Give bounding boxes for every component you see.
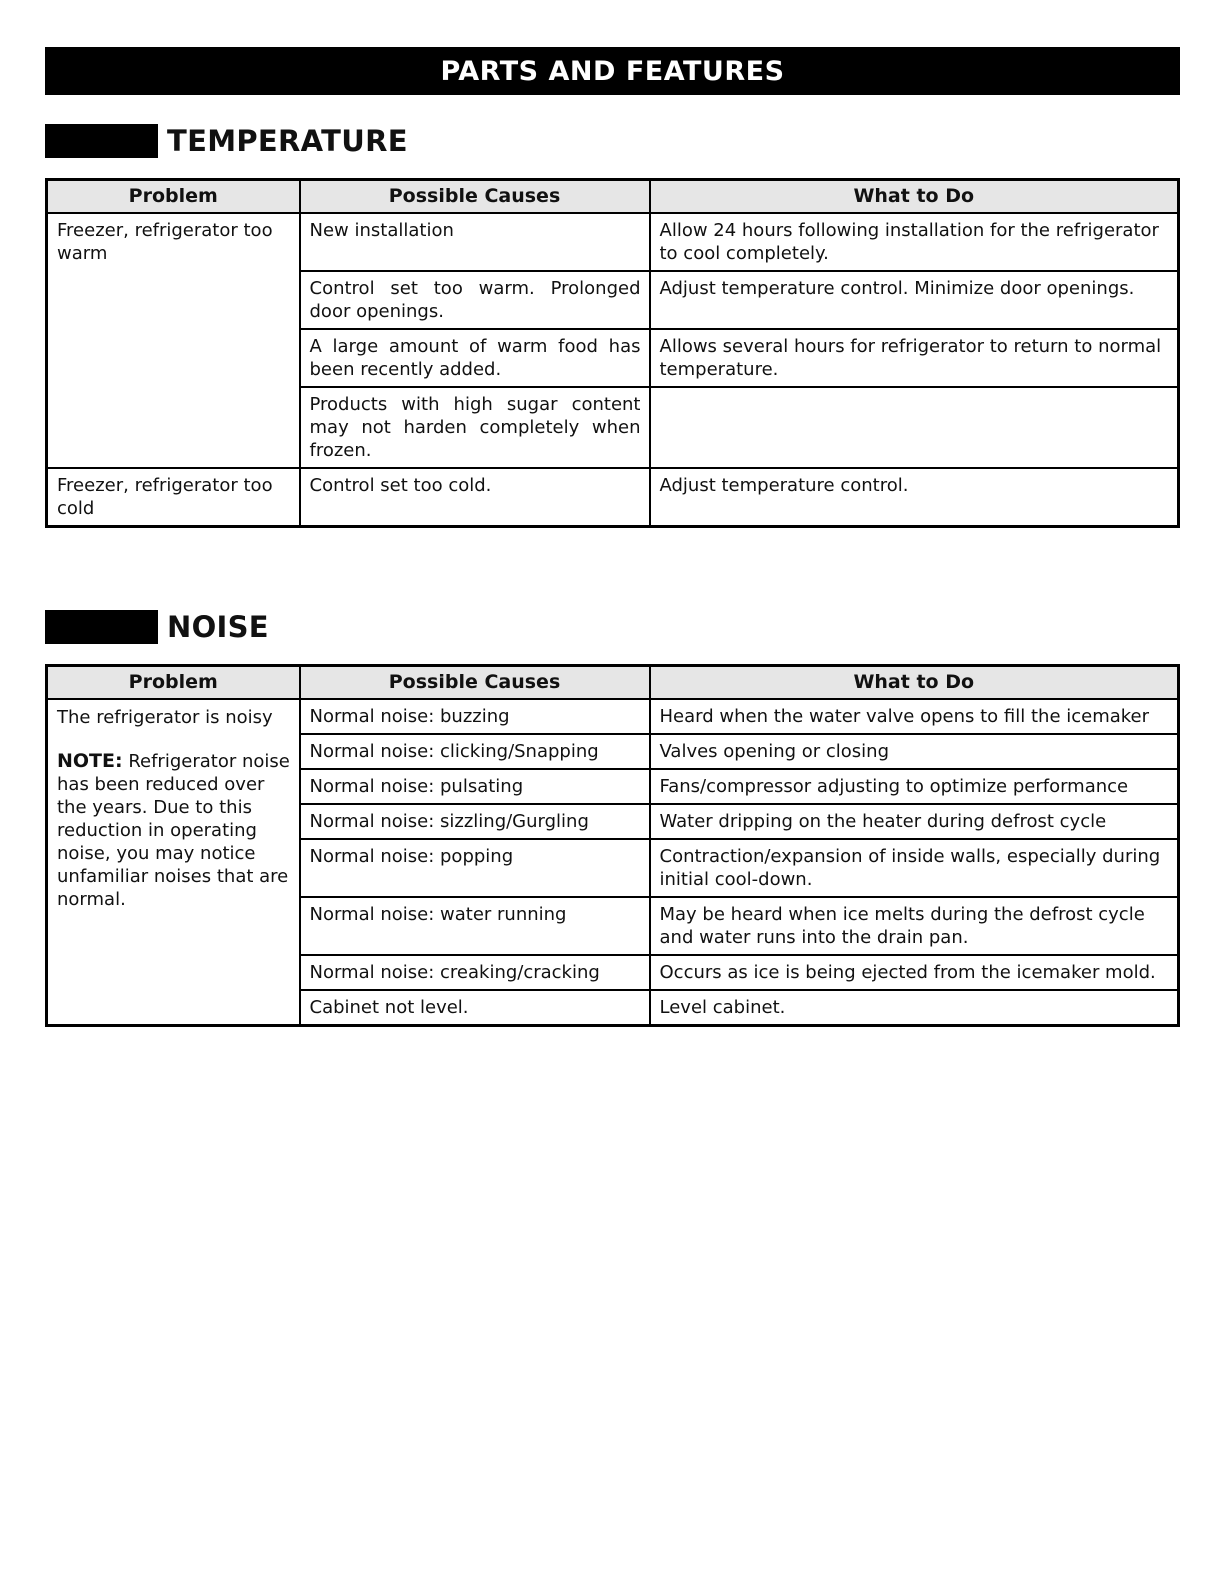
cause-cell: New installation	[300, 213, 650, 271]
cause-cell: Normal noise: popping	[300, 839, 650, 897]
problem-cell: Freezer, refrigerator too cold	[47, 468, 300, 527]
action-cell: Allows several hours for refrigerator to return to normal temperature.	[650, 329, 1179, 387]
table-header-row	[47, 666, 1179, 700]
note-text: Refrigerator noise has been reduced over the years. Due to this reduction in operating noise, you may notice unfamiliar noises that are normal.	[57, 751, 290, 910]
table-row	[47, 699, 1179, 734]
action-cell: Valves opening or closing	[650, 734, 1179, 769]
action-cell: Occurs as ice is being ejected from the icemaker mold.	[650, 955, 1179, 990]
column-header-what-to-do: What to Do	[650, 666, 1179, 700]
column-header-causes: Possible Causes	[300, 666, 650, 700]
action-cell: Heard when the water valve opens to fill the icemaker	[650, 699, 1179, 734]
action-cell: Fans/compressor adjusting to optimize performance	[650, 769, 1179, 804]
problem-cell	[47, 699, 300, 1026]
action-cell: Allow 24 hours following installation for the refrigerator to cool completely.	[650, 213, 1179, 271]
table-row	[47, 213, 1179, 271]
cause-cell: Normal noise: clicking/Snapping	[300, 734, 650, 769]
action-cell: Adjust temperature control.	[650, 468, 1179, 527]
column-header-what-to-do: What to Do	[650, 180, 1179, 214]
note-label: NOTE:	[57, 750, 123, 772]
temperature-table	[45, 178, 1180, 528]
cause-cell: Normal noise: buzzing	[300, 699, 650, 734]
table-row	[47, 468, 1179, 527]
cause-cell: Normal noise: pulsating	[300, 769, 650, 804]
column-header-problem: Problem	[47, 180, 300, 214]
page-banner	[45, 47, 1180, 95]
page-title: PARTS AND FEATURES	[440, 55, 785, 87]
temperature-heading	[45, 124, 408, 158]
cause-cell: Normal noise: water running	[300, 897, 650, 955]
heading-bar	[45, 610, 158, 644]
action-cell: Level cabinet.	[650, 990, 1179, 1026]
column-header-problem: Problem	[47, 666, 300, 700]
action-cell: May be heard when ice melts during the defrost cycle and water runs into the drain pan.	[650, 897, 1179, 955]
problem-cell: Freezer, refrigerator too warm	[47, 213, 300, 468]
cause-cell: Normal noise: sizzling/Gurgling	[300, 804, 650, 839]
temperature-heading-text: TEMPERATURE	[167, 124, 408, 158]
action-cell	[650, 387, 1179, 468]
cause-cell: Control set too warm. Prolonged door openings.	[300, 271, 650, 329]
heading-bar	[45, 124, 158, 158]
problem-text: The refrigerator is noisy	[57, 707, 273, 728]
action-cell: Contraction/expansion of inside walls, especially during initial cool-down.	[650, 839, 1179, 897]
noise-table	[45, 664, 1180, 1027]
action-cell: Water dripping on the heater during defrost cycle	[650, 804, 1179, 839]
action-cell: Adjust temperature control. Minimize door openings.	[650, 271, 1179, 329]
note-paragraph	[57, 750, 291, 911]
noise-heading	[45, 610, 269, 644]
table-header-row	[47, 180, 1179, 214]
noise-heading-text: NOISE	[167, 610, 269, 644]
cause-cell: Control set too cold.	[300, 468, 650, 527]
cause-cell: Products with high sugar content may not harden completely when frozen.	[300, 387, 650, 468]
cause-cell: Cabinet not level.	[300, 990, 650, 1026]
cause-cell: A large amount of warm food has been recently added.	[300, 329, 650, 387]
column-header-causes: Possible Causes	[300, 180, 650, 214]
cause-cell: Normal noise: creaking/cracking	[300, 955, 650, 990]
